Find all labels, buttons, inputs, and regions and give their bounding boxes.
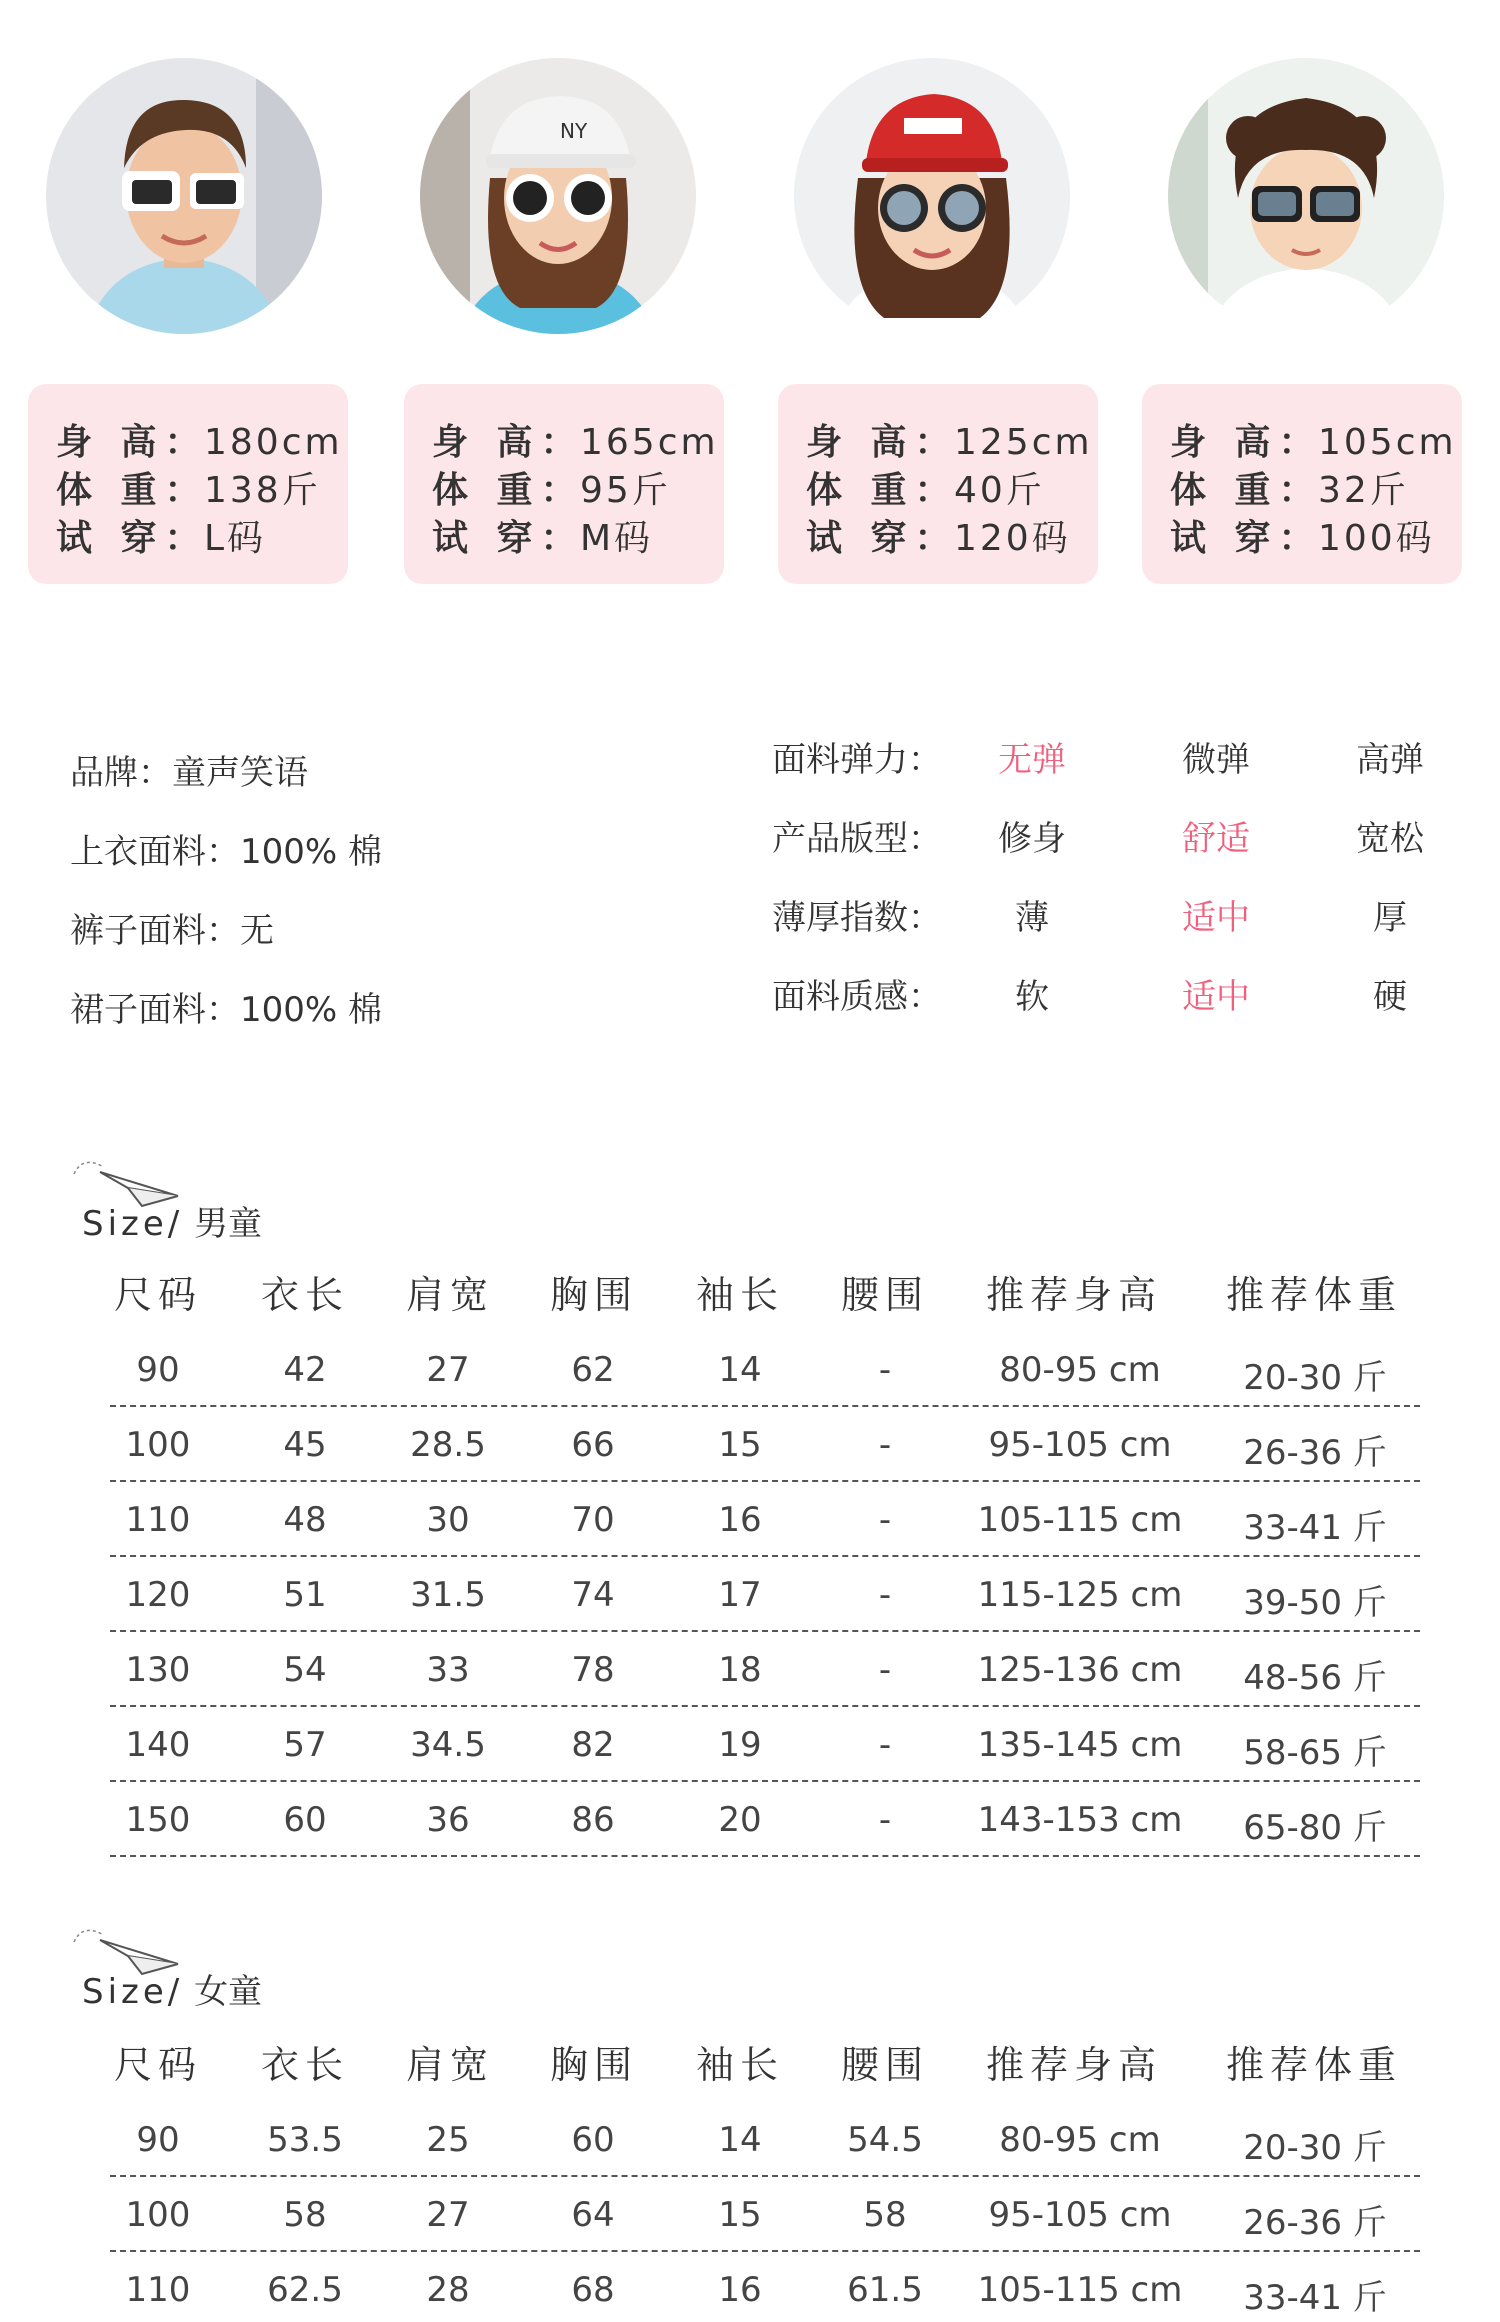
- model-photo-girl: [794, 58, 1070, 334]
- table-cell: 25: [426, 2120, 470, 2160]
- model-card-boy: [1142, 384, 1462, 584]
- weight-value: 40斤: [954, 470, 1045, 511]
- table-cell: -: [878, 1350, 892, 1390]
- table-row: [110, 1332, 1420, 1407]
- table-cell: -: [878, 1725, 892, 1765]
- table-cell: 31.5: [410, 1575, 486, 1615]
- table-row: [110, 1557, 1420, 1632]
- table-cell: 60: [571, 2120, 615, 2160]
- fabric-attribute-scale: [772, 730, 1472, 1046]
- texture-row: [772, 967, 1472, 1046]
- table-cell: 45: [283, 1425, 327, 1465]
- table-cell: 115-125 cm: [977, 1575, 1183, 1615]
- table-cell: 66: [571, 1425, 615, 1465]
- table-row: [110, 1707, 1420, 1782]
- column-header: 腰围: [840, 2043, 930, 2087]
- table-cell: 27: [426, 1350, 470, 1390]
- column-header: 胸围: [549, 2043, 639, 2087]
- table-cell: 140: [125, 1725, 191, 1765]
- table-row: [110, 2177, 1420, 2252]
- scale-option: 软: [1015, 977, 1049, 1017]
- table-row: [110, 2102, 1420, 2177]
- weight-value: 95斤: [580, 470, 671, 511]
- column-header: 推荐身高: [985, 2043, 1163, 2087]
- table-cell: 58: [283, 2195, 327, 2235]
- weight-label: 体 重：: [806, 470, 959, 511]
- table-cell: 27: [426, 2195, 470, 2235]
- table-cell: 20-30 斤: [1243, 1358, 1387, 1398]
- height-value: 125cm: [954, 422, 1093, 463]
- thickness-label: 薄厚指数：: [772, 898, 942, 938]
- size-title-cn: 女童: [194, 1972, 263, 2012]
- table-cell: 16: [718, 1500, 762, 1540]
- table-cell: 53.5: [267, 2120, 343, 2160]
- model-card-girl: [778, 384, 1098, 584]
- size-value: L码: [204, 518, 267, 559]
- column-header: 推荐体重: [1225, 1273, 1403, 1317]
- table-cell: 65-80 斤: [1243, 1808, 1387, 1848]
- table-cell: 110: [125, 2270, 191, 2310]
- table-cell: 33-41 斤: [1243, 1508, 1387, 1548]
- scale-option: 宽松: [1356, 819, 1424, 859]
- skirt-fabric-info: 裙子面料：100% 棉: [70, 990, 383, 1030]
- table-cell: 95-105 cm: [988, 2195, 1172, 2235]
- column-header: 推荐体重: [1225, 2043, 1403, 2087]
- size-title-cn: 男童: [194, 1204, 263, 1244]
- product-info-list: [70, 730, 382, 1046]
- size-title-en: Size/: [82, 1204, 184, 1244]
- table-cell: 18: [718, 1650, 762, 1690]
- table-header: [110, 2034, 1420, 2102]
- table-cell: 20: [718, 1800, 762, 1840]
- table-cell: 26-36 斤: [1243, 1433, 1387, 1473]
- size-label: 试 穿：: [1170, 518, 1323, 559]
- model-photo-boy: [1168, 58, 1444, 334]
- table-cell: 39-50 斤: [1243, 1583, 1387, 1623]
- table-cell: 20-30 斤: [1243, 2128, 1387, 2168]
- table-cell: 58: [863, 2195, 907, 2235]
- table-cell: 150: [125, 1800, 191, 1840]
- column-header: 胸围: [549, 1273, 639, 1317]
- table-cell: 34.5: [410, 1725, 486, 1765]
- size-value: M码: [580, 518, 654, 559]
- table-cell: 26-36 斤: [1243, 2203, 1387, 2243]
- table-cell: 78: [571, 1650, 615, 1690]
- table-cell: 86: [571, 1800, 615, 1840]
- table-cell: 80-95 cm: [999, 1350, 1161, 1390]
- table-cell: 36: [426, 1800, 470, 1840]
- table-cell: 57: [283, 1725, 327, 1765]
- size-value: 120码: [954, 518, 1071, 559]
- table-cell: 62.5: [267, 2270, 343, 2310]
- height-value: 180cm: [204, 422, 343, 463]
- table-cell: 30: [426, 1500, 470, 1540]
- girls-size-table: [110, 2034, 1420, 2322]
- table-cell: 64: [571, 2195, 615, 2235]
- weight-value: 138斤: [204, 470, 321, 511]
- table-cell: -: [878, 1800, 892, 1840]
- table-cell: 14: [718, 1350, 762, 1390]
- height-value: 165cm: [580, 422, 719, 463]
- size-label: 试 穿：: [432, 518, 585, 559]
- column-header: 袖长: [695, 1273, 785, 1317]
- elasticity-label: 面料弹力：: [772, 740, 942, 780]
- table-cell: 82: [571, 1725, 615, 1765]
- size-title: [82, 1196, 262, 1245]
- top-fabric-info: 上衣面料：100% 棉: [70, 832, 383, 872]
- table-cell: 28: [426, 2270, 470, 2310]
- svg-text:NY: NY: [560, 119, 588, 143]
- size-title-en: Size/: [82, 1972, 184, 2012]
- table-cell: 48-56 斤: [1243, 1658, 1387, 1698]
- table-cell: -: [878, 1500, 892, 1540]
- table-cell: 62: [571, 1350, 615, 1390]
- table-cell: 48: [283, 1500, 327, 1540]
- table-cell: 14: [718, 2120, 762, 2160]
- column-header: 袖长: [695, 2043, 785, 2087]
- table-header: [110, 1264, 1420, 1332]
- weight-label: 体 重：: [1170, 470, 1323, 511]
- table-row: [110, 2252, 1420, 2322]
- height-label: 身 高：: [432, 422, 585, 463]
- table-cell: 80-95 cm: [999, 2120, 1161, 2160]
- height-label: 身 高：: [56, 422, 209, 463]
- height-label: 身 高：: [1170, 422, 1323, 463]
- table-cell: 54.5: [847, 2120, 923, 2160]
- table-cell: 120: [125, 1575, 191, 1615]
- table-row: [110, 1407, 1420, 1482]
- scale-option: 修身: [998, 819, 1066, 859]
- model-photo-man: [46, 58, 322, 334]
- table-cell: 90: [136, 2120, 180, 2160]
- column-header: 肩宽: [405, 2043, 495, 2087]
- table-cell: 90: [136, 1350, 180, 1390]
- table-cell: 130: [125, 1650, 191, 1690]
- table-cell: 60: [283, 1800, 327, 1840]
- texture-label: 面料质感：: [772, 977, 942, 1017]
- table-cell: 125-136 cm: [977, 1650, 1183, 1690]
- table-cell: 17: [718, 1575, 762, 1615]
- table-cell: -: [878, 1425, 892, 1465]
- scale-option-selected: 舒适: [1182, 819, 1250, 859]
- table-cell: 33-41 斤: [1243, 2278, 1387, 2318]
- elasticity-row: [772, 730, 1472, 809]
- weight-label: 体 重：: [432, 470, 585, 511]
- fit-row: [772, 809, 1472, 888]
- table-cell: 16: [718, 2270, 762, 2310]
- table-cell: 70: [571, 1500, 615, 1540]
- table-cell: -: [878, 1575, 892, 1615]
- table-cell: 19: [718, 1725, 762, 1765]
- table-cell: 143-153 cm: [977, 1800, 1183, 1840]
- table-cell: 61.5: [847, 2270, 923, 2310]
- scale-option: 厚: [1373, 898, 1407, 938]
- boys-size-table: [110, 1264, 1420, 1857]
- boys-size-heading: [70, 1152, 370, 1242]
- table-cell: 95-105 cm: [988, 1425, 1172, 1465]
- model-photo-woman: [420, 58, 696, 334]
- scale-option-selected: 无弹: [998, 740, 1066, 780]
- size-label: 试 穿：: [806, 518, 959, 559]
- table-cell: 15: [718, 1425, 762, 1465]
- table-cell: 15: [718, 2195, 762, 2235]
- column-header: 衣长: [260, 1273, 350, 1317]
- table-cell: 100: [125, 1425, 191, 1465]
- table-cell: 58-65 斤: [1243, 1733, 1387, 1773]
- brand-info: 品牌：童声笑语: [70, 753, 308, 793]
- table-row: [110, 1482, 1420, 1557]
- scale-option: 薄: [1015, 898, 1049, 938]
- table-cell: 28.5: [410, 1425, 486, 1465]
- column-header: 尺码: [113, 1273, 203, 1317]
- size-value: 100码: [1318, 518, 1435, 559]
- table-row: [110, 1632, 1420, 1707]
- table-cell: 100: [125, 2195, 191, 2235]
- size-title: [82, 1964, 262, 2013]
- height-value: 105cm: [1318, 422, 1457, 463]
- column-header: 推荐身高: [985, 1273, 1163, 1317]
- size-label: 试 穿：: [56, 518, 209, 559]
- column-header: 肩宽: [405, 1273, 495, 1317]
- height-label: 身 高：: [806, 422, 959, 463]
- scale-option: 微弹: [1182, 740, 1250, 780]
- table-cell: 105-115 cm: [977, 2270, 1183, 2310]
- thickness-row: [772, 888, 1472, 967]
- girls-size-heading: [70, 1920, 370, 2010]
- weight-value: 32斤: [1318, 470, 1409, 511]
- scale-option: 高弹: [1356, 740, 1424, 780]
- table-cell: 74: [571, 1575, 615, 1615]
- model-card-woman: [404, 384, 724, 584]
- table-row: [110, 1782, 1420, 1857]
- table-cell: 42: [283, 1350, 327, 1390]
- table-cell: 51: [283, 1575, 327, 1615]
- pants-fabric-info: 裤子面料：无: [70, 911, 274, 951]
- table-cell: 33: [426, 1650, 470, 1690]
- scale-option-selected: 适中: [1182, 977, 1250, 1017]
- column-header: 腰围: [840, 1273, 930, 1317]
- column-header: 尺码: [113, 2043, 203, 2087]
- model-card-man: [28, 384, 348, 584]
- table-cell: 68: [571, 2270, 615, 2310]
- weight-label: 体 重：: [56, 470, 209, 511]
- scale-option-selected: 适中: [1182, 898, 1250, 938]
- table-cell: 54: [283, 1650, 327, 1690]
- column-header: 衣长: [260, 2043, 350, 2087]
- fit-label: 产品版型：: [772, 819, 942, 859]
- table-cell: 110: [125, 1500, 191, 1540]
- scale-option: 硬: [1373, 977, 1407, 1017]
- table-cell: 135-145 cm: [977, 1725, 1183, 1765]
- table-cell: 105-115 cm: [977, 1500, 1183, 1540]
- table-cell: -: [878, 1650, 892, 1690]
